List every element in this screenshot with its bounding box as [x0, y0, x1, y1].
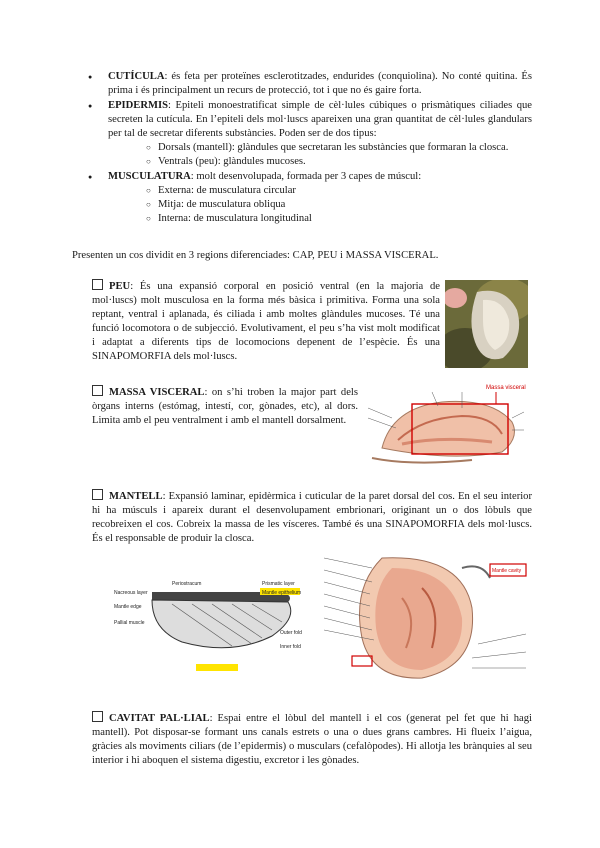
- mantle-label: Nacreous layer: [114, 590, 148, 596]
- desc: : és feta per proteïnes esclerotitzades, endurides (conquiolina). No conté quitina. És prima i és principalment un recurs de protecció, tot i que no és gaire forta.: [108, 71, 532, 96]
- mantle-label: Outer fold: [280, 630, 302, 636]
- massa-label: Massa visceral: [486, 385, 526, 391]
- mantle-label: Mantle epithelium: [262, 590, 302, 596]
- mantle-label: Periostracum: [172, 581, 202, 587]
- mantle-label: Inner fold: [280, 644, 301, 650]
- section-cavitat-pallial: [92, 711, 532, 768]
- term: MUSCULATURA: [108, 171, 191, 182]
- section-mantell: [92, 489, 532, 546]
- sub-item: ○ Ventrals (peu): glàndules mucoses.: [146, 155, 532, 169]
- term: CAVITAT PAL·LIAL: [109, 713, 210, 724]
- mantle-section-diagram: [112, 578, 320, 676]
- mantle-label: Mantle edge: [114, 604, 142, 610]
- mantle-label: Prismatic layer: [262, 581, 295, 587]
- term: MASSA VISCERAL: [109, 387, 205, 398]
- desc: : Espai entre el lòbul del mantell i el cos (generat pel fet que hi hagi mantell). Pot disposar-se formant uns canals estrets o una o dues grans cambres. Hi flueix l’aigua, gràcies als moviments ciliars (de l’epidermis) o musculars (cefalòpodes). Hi allotja les brànquies al seu interior i hi aboquen el sistema digestiu, excretor i les gònades.: [92, 713, 533, 766]
- list-item-cuticula: [92, 70, 532, 98]
- term: PEU: [109, 281, 131, 292]
- tissue-list: [92, 70, 532, 227]
- mollusc-anatomy-diagram: [322, 548, 528, 686]
- sub-item: ○ Dorsals (mantell): glàndules que secretaran les substàncies que formaran la closca.: [146, 141, 532, 155]
- sublist: [108, 184, 532, 226]
- term: EPIDERMIS: [108, 100, 169, 111]
- term: MANTELL: [109, 491, 163, 502]
- section-massa-visceral: [92, 385, 358, 428]
- intro-paragraph: Presenten un cos dividit en 3 regions diferenciades: CAP, PEU i MASSA VISCERAL.: [72, 250, 439, 261]
- checkbox[interactable]: [92, 279, 103, 290]
- checkbox[interactable]: [92, 711, 103, 722]
- term: CUTÍCULA: [108, 71, 165, 82]
- cavity-label: Mantle cavity: [492, 568, 522, 574]
- sub-item: ○ Interna: de musculatura longitudinal: [146, 212, 532, 226]
- sub-item: ○ Externa: de musculatura circular: [146, 184, 532, 198]
- section-peu: [92, 279, 440, 364]
- desc: : És una expansió corporal en posició ventral (en la majoria de mol·luscs) molt musculosa en la forma més bàsica i primitiva. Forma una sola reptant, ventral i aplanada, és ciliada i amb moltes glàndules mucoses. Té una funció locomotora o de subjecció. Evolutivament, el peu s’ha vist molt modificat i adaptat a diferents tips de locomocions depenent de l’espècie. És una SINAPOMORFIA dels mol·luscs.: [92, 281, 440, 362]
- sub-item: ○ Mitja: de musculatura obliqua: [146, 198, 532, 212]
- list-item-epidermis: [92, 99, 532, 169]
- desc: : Expansió laminar, epidèrmica i cuticular de la paret dorsal del cos. En el seu interior hi ha músculs i apareix durant el desenvolupament embrionari, originant un o dos lòbuls que recobreixen el cos. Cobreix la massa de les vísceres. També és una SINAPOMORFIA dels mol·luscs. És el responsable de produir la closca.: [92, 491, 532, 544]
- checkbox[interactable]: [92, 385, 103, 396]
- foot-photo: [445, 280, 528, 368]
- sublist: [108, 141, 532, 169]
- checkbox[interactable]: [92, 489, 103, 500]
- list-item-musculatura: [92, 170, 532, 226]
- desc: : Epiteli monoestratificat simple de cèl·lules cúbiques o prismàtiques ciliades que secreten la cutícula. En l’epiteli dels mol·luscs apareixen una gran quantitat de cèl·lules glandulars per tal de secretar diferents substàncies. Poden ser de dos tipus:: [108, 100, 532, 139]
- visceral-mass-diagram: [362, 378, 528, 468]
- mantle-label: Pallial muscle: [114, 620, 145, 626]
- desc: : molt desenvolupada, formada per 3 capes de múscul:: [190, 171, 422, 182]
- desc: : on s’hi troben la major part dels òrgans interns (estómag, intestí, cor, gònades, etc), al dors. Limita amb el peu ventralment i amb el mantell dorsalment.: [92, 387, 358, 426]
